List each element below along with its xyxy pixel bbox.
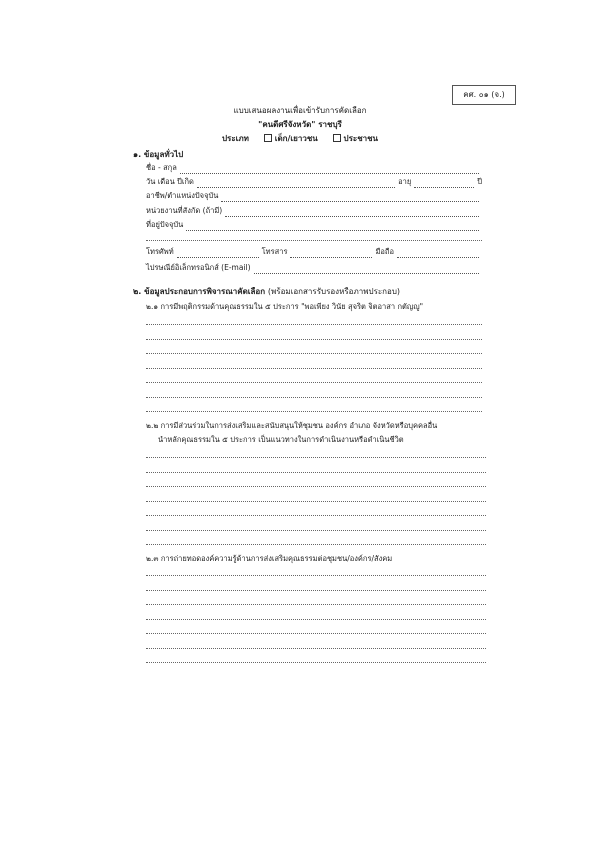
address-line[interactable] — [146, 240, 482, 241]
checkbox-icon[interactable] — [333, 134, 341, 142]
writing-line[interactable] — [146, 411, 482, 412]
writing-line[interactable] — [146, 590, 486, 591]
type-option-youth[interactable]: เด็ก/เยาวชน — [264, 134, 318, 143]
writing-line[interactable] — [146, 619, 486, 620]
section1-heading: ๑. ข้อมูลทั่วไป — [133, 150, 184, 159]
item-2-2-continued: นำหลักคุณธรรมใน ๕ ประการ เป็นแนวทางในการดำเนินงานหรือดำเนินชีวิต — [158, 435, 404, 444]
email-field[interactable]: ไปรษณีย์อิเล็กทรอนิกส์ (E-mail) — [146, 262, 482, 274]
writing-line[interactable] — [146, 353, 482, 354]
writing-line[interactable] — [146, 648, 486, 649]
form-code-box: คศ. ๐๑ (จ.) — [452, 85, 516, 105]
writing-line[interactable] — [146, 633, 486, 634]
writing-line[interactable] — [146, 544, 486, 545]
writing-line[interactable] — [146, 662, 486, 663]
type-label: ประเภท — [221, 134, 249, 143]
writing-line[interactable] — [146, 368, 482, 369]
birthdate-age-field[interactable]: วัน เดือน ปีเกิด อายุ ปี — [146, 177, 482, 186]
writing-line[interactable] — [146, 472, 486, 473]
writing-line[interactable] — [146, 575, 486, 576]
item-2-2: ๒.๒ การมีส่วนร่วมในการส่งเสริมและสนับสนุนให้ชุมชน องค์กร อำเภอ จังหวัดหรือบุคคลอื่น — [146, 421, 438, 430]
form-subtitle: "คนดีศรีจังหวัด" ราชบุรี — [258, 120, 342, 129]
item-2-1: ๒.๑ การมีพฤติกรรมด้านคุณธรรมใน ๕ ประการ "พอเพียง วินัย สุจริต จิตอาสา กตัญญู" — [146, 302, 424, 311]
writing-line[interactable] — [146, 515, 486, 516]
checkbox-icon[interactable] — [264, 134, 272, 142]
writing-line[interactable] — [146, 501, 486, 502]
type-option-public[interactable]: ประชาชน — [333, 134, 379, 143]
writing-line[interactable] — [146, 604, 486, 605]
section2-heading: ๒. ข้อมูลประกอบการพิจารณาคัดเลือก (พร้อมเอกสารรับรองหรือภาพประกอบ) — [133, 287, 401, 296]
name-field[interactable]: ชื่อ - สกุล — [146, 162, 482, 174]
writing-line[interactable] — [146, 397, 482, 398]
writing-line[interactable] — [146, 530, 486, 531]
agency-field[interactable]: หน่วยงานที่สังกัด (ถ้ามี) — [146, 205, 482, 217]
address-field[interactable]: ที่อยู่ปัจจุบัน — [146, 219, 482, 231]
writing-line[interactable] — [146, 486, 486, 487]
type-selector — [0, 132, 600, 145]
contact-field[interactable]: โทรศัพท์ โทรสาร มือถือ — [146, 246, 482, 258]
writing-line[interactable] — [146, 457, 486, 458]
item-2-3: ๒.๓ การถ่ายทอดองค์ความรู้ด้านการส่งเสริมคุณธรรมต่อชุมชน/องค์กร/สังคม — [146, 554, 393, 563]
writing-line[interactable] — [146, 339, 482, 340]
form-title: แบบเสนอผลงานเพื่อเข้ารับการคัดเลือก — [233, 106, 367, 115]
occupation-field[interactable]: อาชีพ/ตำแหน่งปัจจุบัน — [146, 190, 482, 202]
writing-line[interactable] — [146, 324, 482, 325]
writing-line[interactable] — [146, 382, 482, 383]
